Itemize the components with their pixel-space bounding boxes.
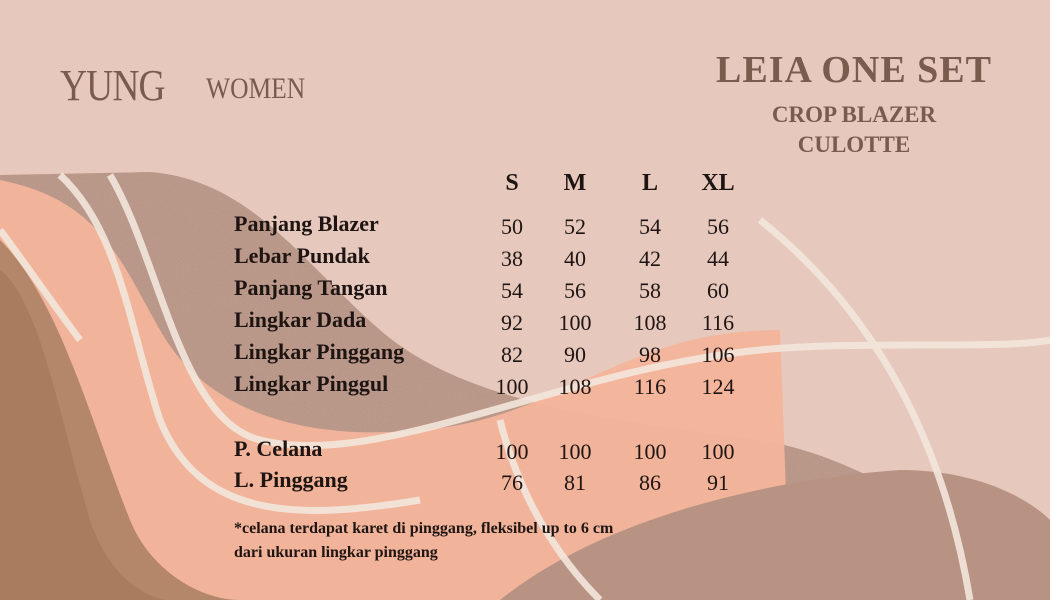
size-value: 100 [633,439,667,464]
product-item: CROP BLAZER [771,102,937,127]
size-value: 40 [564,246,586,271]
size-value: 100 [701,439,735,464]
size-value: 116 [633,374,667,399]
logo-sub: WOMEN [206,72,306,105]
size-value: 98 [639,342,661,367]
logo-main: YUNG [60,61,165,110]
size-value: 54 [501,278,523,303]
size-value: 76 [501,470,523,495]
row-label: Lebar Pundak [234,243,370,268]
row-label: Lingkar Pinggang [234,339,405,364]
size-header: XL [701,170,735,196]
size-value: 86 [639,470,661,495]
size-value: 56 [707,214,729,239]
size-value: 108 [558,374,592,399]
size-value: 90 [564,342,586,367]
size-header: L [641,170,659,196]
row-label: Panjang Tangan [234,275,388,300]
size-value: 44 [707,246,729,271]
size-value: 56 [564,278,586,303]
size-value: 116 [701,310,735,335]
product-title: LEIA ONE SET [716,49,992,91]
size-value: 100 [495,439,529,464]
product-item: CULOTTE [797,132,911,157]
size-value: 82 [501,342,523,367]
row-label: L. Pinggang [234,467,348,492]
size-value: 100 [558,310,592,335]
size-value: 92 [501,310,523,335]
row-label: Lingkar Pinggul [234,371,389,396]
row-label: Panjang Blazer [234,211,379,236]
size-header: S [505,170,519,196]
size-value: 108 [633,310,667,335]
size-value: 100 [558,439,592,464]
size-value: 54 [639,214,661,239]
footnote-line: dari ukuran lingkar pinggang [234,544,438,561]
row-label: P. Celana [234,436,323,461]
size-value: 42 [639,246,661,271]
size-value: 52 [564,214,586,239]
size-value: 91 [707,470,729,495]
footnote-line: *celana terdapat karet di pinggang, fleksibel up to 6 cm [234,520,614,537]
size-header: M [563,170,587,196]
size-value: 81 [564,470,586,495]
brand-logo [60,60,306,111]
size-value: 106 [701,342,735,367]
size-value: 60 [707,278,729,303]
size-value: 100 [495,374,529,399]
footnote [234,517,613,565]
size-value: 58 [639,278,661,303]
product-title-block [694,48,1014,160]
size-value: 124 [701,374,735,399]
size-value: 50 [501,214,523,239]
row-label: Lingkar Dada [234,307,367,332]
size-value: 38 [501,246,523,271]
